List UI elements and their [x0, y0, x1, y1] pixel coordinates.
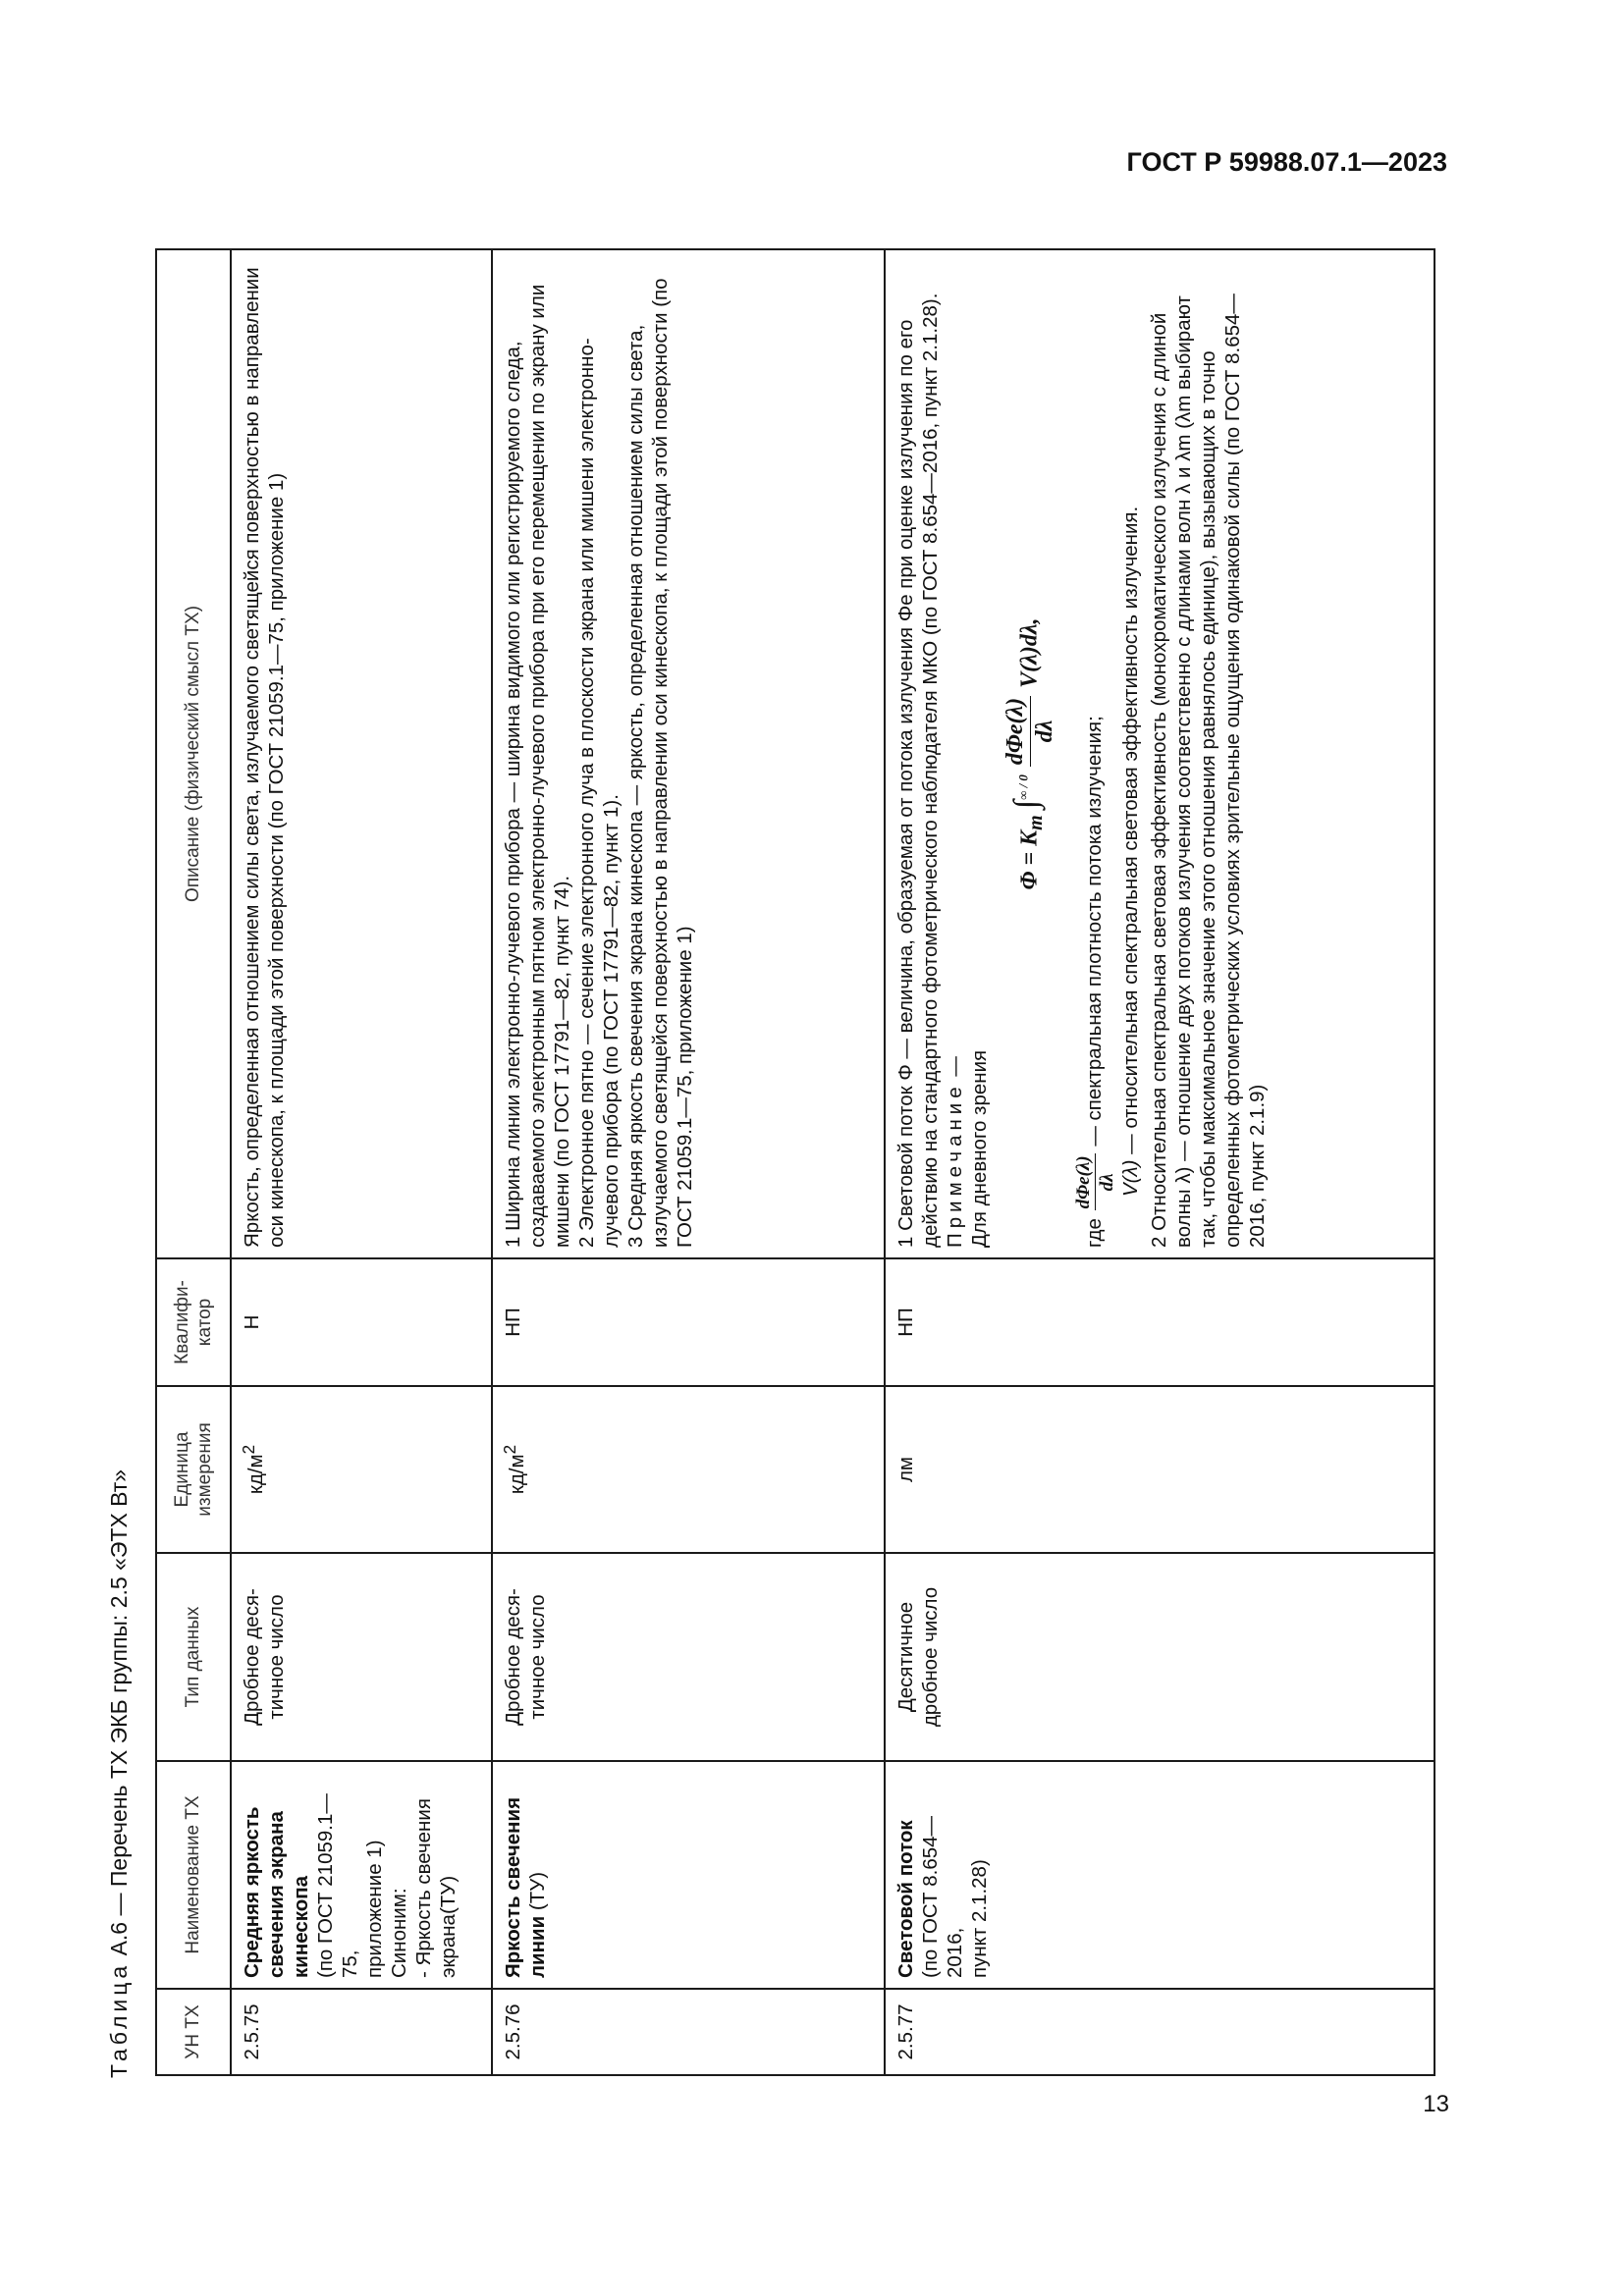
integral-limits: ∞ / 0: [1015, 774, 1031, 800]
row-id: 2.5.76: [492, 1989, 885, 2075]
row-name-bold: Средняя яркость свечения экрана кинескопа: [241, 1806, 312, 1978]
description-paragraph-2: 2 Относительная спектральная световая эффективность (монохроматического излучения с длиной волны λ) — отношение двух потоков излучения соответственно с длинами волн λ и λm (λm выбирают так, чтобы максимальное значение этого отношения равнялось единице), вызывающих в точно определенных фотометрических условиях зрительные ощущения одинаковой силы (по ГОСТ 8.654—2016, пункт 2.1.9): [1147, 294, 1269, 1248]
description-item: 3 Средняя яркость свечения экрана кинескопа — яркость, определенная отношением силы света, излучаемого светящейся поверхностью в направлении оси кинескопа, к площади этой поверхности (по ГОСТ 21059.1—75, приложение 1): [624, 278, 696, 1248]
description-item: 1 Ширина линии электронно-лучевого прибора — ширина видимого или регистрируемого следа, создаваемого электронным пятном электронно-лучевого прибора при его перемещении по экрану или мишени (по ГОСТ 17791—82, пункт 74).: [502, 284, 573, 1248]
unit-text: кд/м: [244, 1454, 267, 1495]
unit-sup: 2: [240, 1444, 258, 1455]
col-header-type: Тип данных: [156, 1553, 231, 1761]
row-name-bold: Световой поток: [894, 1820, 917, 1978]
where-line-2: [1118, 260, 1143, 1248]
luminous-flux-formula: [1001, 260, 1060, 1248]
row-name: [492, 1761, 885, 1989]
standard-header: ГОСТ Р 59988.07.1—2023: [1126, 147, 1447, 177]
row-unit: [231, 1386, 492, 1553]
col-header-qualifier: Квалифи-катор: [156, 1258, 231, 1386]
table-caption: [106, 1469, 133, 2078]
row-qualifier: НП: [492, 1258, 885, 1386]
row-description: [885, 249, 1435, 1258]
note-dash: —: [944, 1056, 966, 1083]
fraction-numerator: dΦe(λ): [1001, 696, 1031, 767]
where-numerator: dΦe(λ): [1072, 1153, 1096, 1210]
row-name-line: приложение 1): [363, 1840, 386, 1978]
table-row: [885, 249, 1435, 2075]
formula-sub: m: [1025, 815, 1048, 830]
row-name-line: Синоним:: [388, 1888, 410, 1978]
col-header-name: Наименование ТХ: [156, 1761, 231, 1989]
integral-symbol: ∫: [1007, 799, 1045, 810]
note-label: Примечание: [944, 1082, 966, 1248]
col-header-unit: Единица измерения: [156, 1386, 231, 1553]
row-name-bold: Яркость свечения линии: [502, 1796, 549, 1978]
row-description: [492, 249, 885, 1258]
note-heading: [943, 260, 967, 1248]
where-text-2: — относительная спектральная световая эффективность излучения.: [1118, 506, 1142, 1154]
rotated-table-area: [98, 240, 1365, 2106]
row-type: Десятичное дробное число: [885, 1553, 1435, 1761]
caption-text: А.6 — Перечень ТХ ЭКБ группы: 2.5 «ЭТХ Вт»: [106, 1468, 132, 1962]
page-number: 13: [1423, 2091, 1449, 2117]
row-id: 2.5.75: [231, 1989, 492, 2075]
characteristics-table: [155, 248, 1435, 2076]
where-text-1: — спектральная плотность потока излучения;: [1082, 716, 1106, 1147]
row-unit: лм: [885, 1386, 1435, 1553]
fraction-denominator: dλ: [1032, 720, 1058, 743]
row-qualifier: Н: [231, 1258, 492, 1386]
formula-tail: V(λ)dλ,: [1016, 617, 1043, 688]
where-symbol-v: V(λ): [1118, 1159, 1142, 1197]
col-header-id: УН ТХ: [156, 1989, 231, 2075]
row-id: 2.5.77: [885, 1989, 1435, 2075]
where-label: где: [1082, 1218, 1106, 1248]
unit-text: кд/м: [505, 1454, 528, 1495]
row-description: Яркость, определенная отношением силы света, излучаемого светящейся поверхностью в направлении оси кинескопа, к площади этой поверхности (по ГОСТ 21059.1—75, приложение 1): [231, 249, 492, 1258]
row-unit: [492, 1386, 885, 1553]
formula-fraction: [1001, 696, 1060, 767]
description-paragraph-1: 1 Световой поток Φ — величина, образуемая от потока излучения Φe при оценке излучения по его действию на стандартного фотометрического наблюдателя МКО (по ГОСТ 8.654—2016, пункт 2.1.28).: [894, 293, 942, 1248]
row-qualifier: НП: [885, 1258, 1435, 1386]
caption-prefix: Таблица: [106, 1961, 132, 2078]
row-type: Дробное деся-тичное число: [492, 1553, 885, 1761]
row-name: [231, 1761, 492, 1989]
unit-sup: 2: [501, 1444, 519, 1455]
row-name: [885, 1761, 1435, 1989]
where-denominator: dλ: [1096, 1173, 1117, 1192]
table-row: [231, 249, 492, 2075]
row-name-line: (по ГОСТ 21059.1—75,: [314, 1793, 361, 1978]
where-fraction: [1072, 1153, 1118, 1210]
table-header-row: [156, 249, 231, 2075]
row-name-suffix: (ТУ): [526, 1871, 549, 1916]
row-name-line: пункт 2.1.28): [968, 1859, 991, 1978]
table-row: [492, 249, 885, 2075]
description-item: 2 Электронное пятно — сечение электронного луча в плоскости экрана или мишени электронно-лучевого прибора (по ГОСТ 17791—82, пункт 1).: [575, 338, 623, 1248]
col-header-description: Описание (физический смысл ТХ): [156, 249, 231, 1258]
row-name-line: - Яркость свечения экрана(ТУ): [412, 1798, 460, 1978]
row-name-line: (по ГОСТ 8.654—2016,: [919, 1815, 966, 1978]
note-text: Для дневного зрения: [968, 1049, 991, 1248]
formula-lhs: Φ = K: [1016, 829, 1043, 890]
row-type: Дробное деся-тичное число: [231, 1553, 492, 1761]
where-line-1: [1072, 260, 1118, 1248]
